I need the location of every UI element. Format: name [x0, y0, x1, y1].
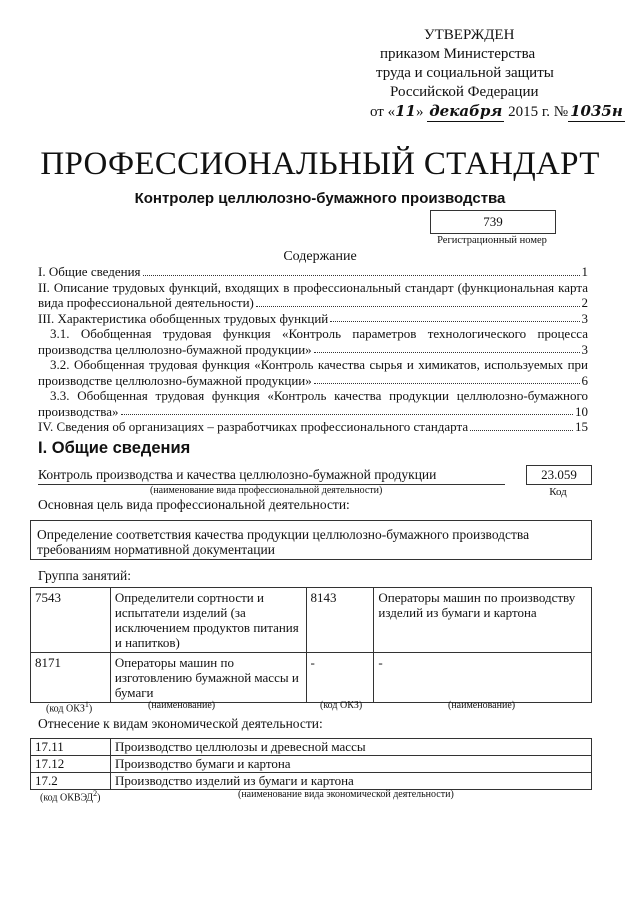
toc-item-page: 3: [581, 310, 588, 326]
toc-item-text: производства целлюлозно-бумажной продукции»: [38, 341, 312, 357]
toc-item-text: IV. Сведения об организациях – разработчиках профессионального стандарта: [38, 419, 469, 434]
section-heading: I. Общие сведения: [38, 439, 191, 457]
activity-kind-caption: (наименование вида профессиональной деятельности): [150, 485, 383, 496]
toc-item[interactable]: [38, 311, 588, 327]
toc-heading: Содержание: [283, 249, 357, 264]
toc-item-text: 3.2. Обобщенная трудовая функция «Контроль качества сырья и химикатов, используемых при: [50, 357, 588, 372]
date-month: декабря: [429, 102, 503, 120]
okz-code-cell: 8171: [31, 653, 111, 703]
toc-item[interactable]: [38, 419, 588, 435]
toc-item-text: III. Характеристика обобщенных трудовых функций: [38, 310, 329, 326]
toc-item-page: 1: [581, 264, 588, 279]
occupation-name-caption-2: (наименование): [448, 700, 516, 711]
table-row: [31, 756, 592, 773]
okz-code-caption-2: (код ОКЗ): [320, 700, 363, 711]
registration-number-box: 739: [430, 210, 556, 234]
toc-item-page: 6: [581, 372, 588, 388]
economic-activity-name-cell: Производство целлюлозы и древесной массы: [111, 739, 592, 756]
toc-item-page: 3: [581, 341, 588, 357]
caption-text: (код ОКВЭД: [40, 792, 94, 804]
toc-leader-dots: [256, 306, 580, 307]
table-row: [31, 773, 592, 790]
okz-code-caption: (код ОКЗ$^1$): [46, 700, 93, 715]
occupation-name-cell: Операторы машин по производству изделий из бумаги и картона: [374, 588, 592, 653]
occupation-table: [30, 587, 592, 703]
toc-item[interactable]: [38, 264, 588, 280]
toc-item-text: 3.3. Обобщенная трудовая функция «Контроль качества продукции целлюлозно-бумажного: [50, 388, 588, 403]
okz-code-cell: -: [306, 653, 374, 703]
economic-activity-label: Отнесение к видам экономической деятельности:: [38, 716, 323, 731]
toc-item[interactable]: [38, 280, 588, 311]
table-of-contents: [38, 264, 588, 435]
goal-label: Основная цель вида профессиональной деятельности:: [38, 497, 350, 512]
okved-code-cell: 17.12: [31, 756, 111, 773]
occupation-name-caption: (наименование): [148, 700, 216, 711]
toc-item-text: II. Описание трудовых функций, входящих в профессиональный стандарт (функциональная карта: [38, 279, 588, 295]
registration-number-label: Регистрационный номер: [437, 235, 547, 246]
footnote-mark[interactable]: 1: [84, 700, 89, 709]
approval-date-line: [370, 102, 623, 122]
toc-leader-dots: [314, 352, 580, 353]
caption-text: (код ОКЗ: [46, 703, 85, 715]
toc-item-text: 3.1. Обобщенная трудовая функция «Контроль параметров технологического процесса: [50, 326, 588, 341]
activity-kind-field: Контроль производства и качества целлюлозно-бумажной продукции: [38, 467, 505, 485]
toc-item[interactable]: [38, 388, 588, 419]
economic-activity-table: [30, 738, 592, 790]
toc-leader-dots: [470, 430, 573, 431]
toc-item-page: 10: [575, 403, 588, 419]
page-title: ПРОФЕССИОНАЛЬНЫЙ СТАНДАРТ: [40, 146, 600, 182]
toc-leader-dots: [330, 321, 579, 322]
economic-activity-caption: (наименование вида экономической деятельности): [238, 789, 454, 800]
approval-line-4: Российской Федерации: [390, 84, 539, 100]
occupation-group-label: Группа занятий:: [38, 568, 131, 583]
toc-item-text: производстве целлюлозно-бумажной продукции»: [38, 372, 312, 388]
approval-line-2: приказом Министерства: [380, 46, 536, 62]
toc-item-text: I. Общие сведения: [38, 264, 141, 279]
table-row: [31, 739, 592, 756]
toc-item-page: 15: [575, 419, 588, 434]
okz-code-cell: 8143: [306, 588, 374, 653]
date-prefix: от «: [370, 104, 396, 120]
toc-leader-dots: [314, 383, 580, 384]
activity-code-caption: Код: [549, 486, 567, 498]
toc-item[interactable]: [38, 357, 588, 388]
economic-activity-name-cell: Производство бумаги и картона: [111, 756, 592, 773]
date-year: 2015 г. №: [508, 104, 569, 120]
okved-code-caption: (код ОКВЭД$^2$): [40, 789, 101, 804]
toc-item-text: вида профессиональной деятельности): [38, 295, 254, 310]
table-row: [31, 653, 592, 703]
toc-leader-dots: [143, 275, 580, 276]
order-number: 1035н: [570, 102, 623, 120]
toc-item-page: 2: [581, 295, 588, 310]
approval-block: [370, 26, 623, 122]
approval-heading: УТВЕРЖДЕН: [424, 27, 515, 43]
table-row: [31, 588, 592, 653]
toc-item-text: производства»: [38, 403, 119, 419]
goal-text-box: Определение соответствия качества продукции целлюлозно-бумажного производства требованиям нормативной документации: [30, 520, 592, 560]
okved-code-cell: 17.11: [31, 739, 111, 756]
okved-code-cell: 17.2: [31, 773, 111, 790]
date-day: 11: [395, 102, 416, 120]
okz-code-cell: 7543: [31, 588, 111, 653]
toc-item[interactable]: [38, 326, 588, 357]
occupation-name-cell: Операторы машин по изготовлению бумажной массы и бумаги: [110, 653, 306, 703]
occupation-name-cell: Определители сортности и испытатели изделий (за исключением продуктов питания и напитков): [110, 588, 306, 653]
approval-line-3: труда и социальной защиты: [376, 65, 554, 81]
footnote-mark[interactable]: 2: [93, 789, 98, 798]
occupation-name-cell: -: [374, 653, 592, 703]
economic-activity-name-cell: Производство изделий из бумаги и картона: [111, 773, 592, 790]
toc-leader-dots: [121, 414, 573, 415]
standard-subtitle: Контролер целлюлозно-бумажного производства: [134, 190, 506, 207]
activity-code-box: 23.059: [526, 465, 592, 485]
date-mid: »: [415, 104, 424, 120]
